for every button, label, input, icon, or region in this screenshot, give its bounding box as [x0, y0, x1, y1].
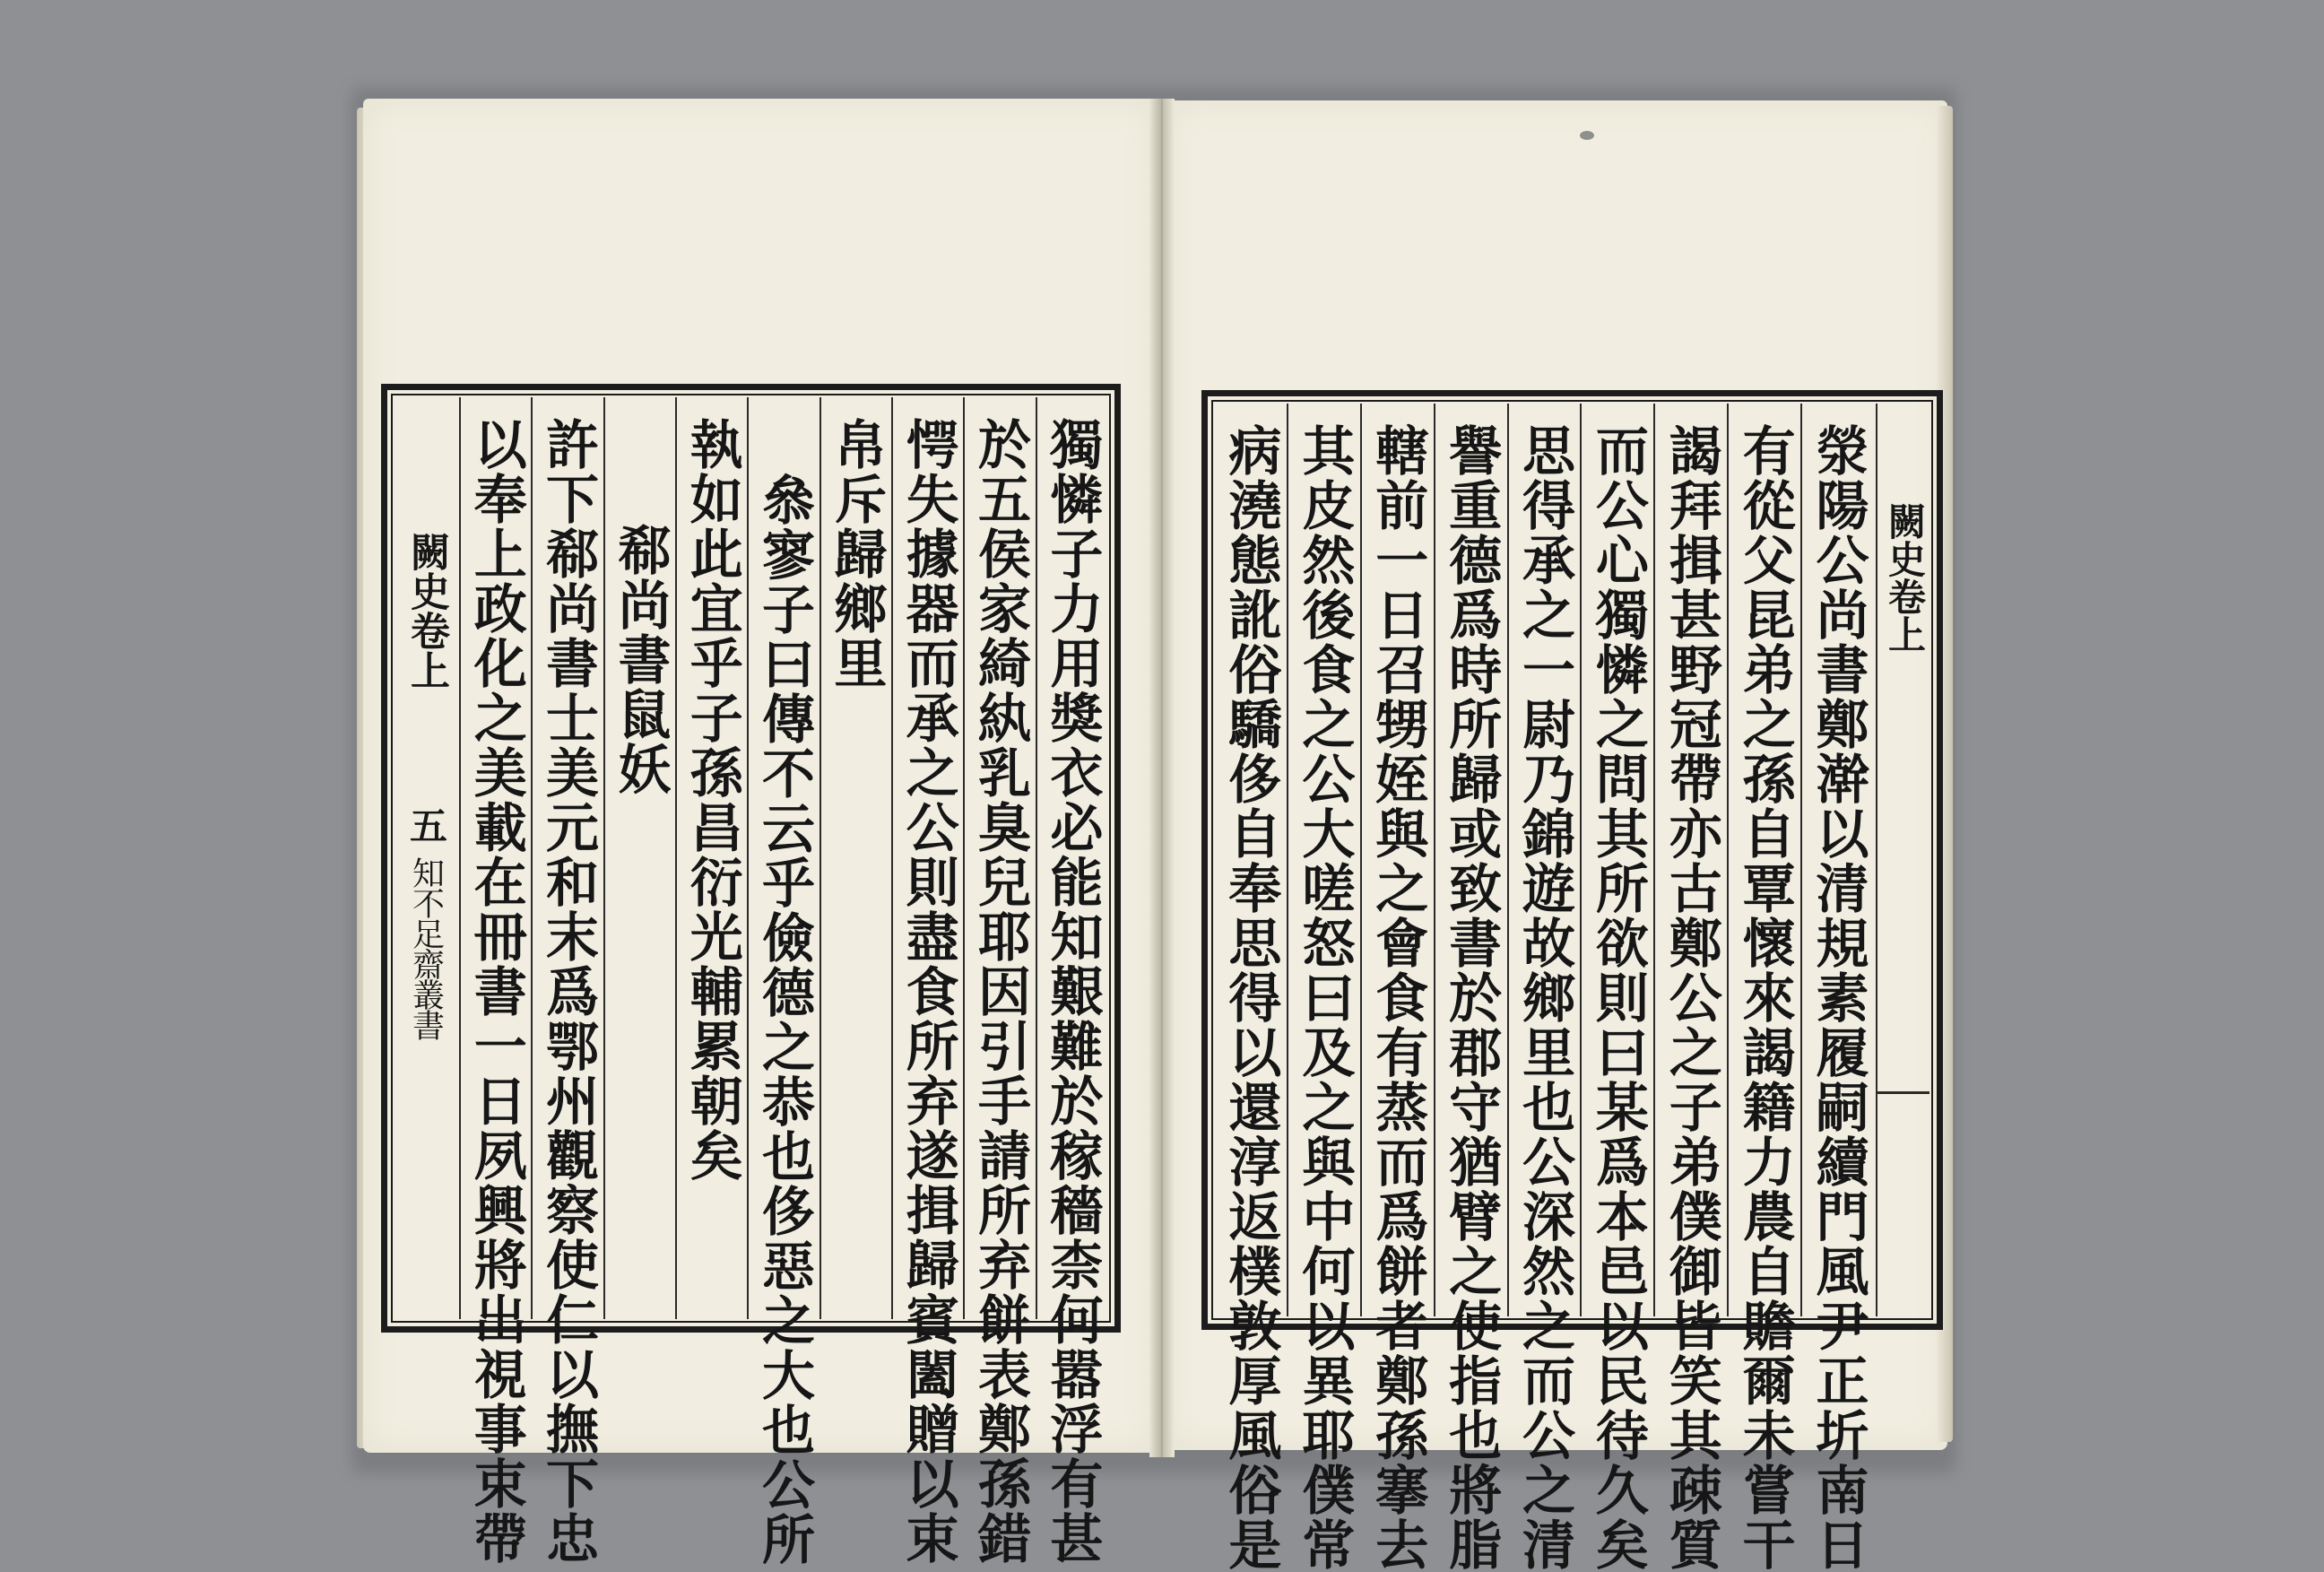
column-text: 轄前一日召甥姪與之會食有蒸而爲餅者鄭孫搴去 [1366, 423, 1429, 1572]
left-banxin [395, 397, 457, 1319]
column-text: 帛斥歸鄉里 [825, 417, 888, 690]
text-column [531, 397, 603, 1566]
left-text-frame [381, 384, 1121, 1567]
banxin-fish-tail [1877, 1091, 1929, 1094]
column-text: 思得承之一尉乃錦遊故鄉里也公深然之而公之清 [1513, 423, 1575, 1572]
column-text: 愕失據器而承之公則盡食所弃遂揖歸賓闔贈以束 [897, 417, 959, 1566]
column-text: 滎陽公尚書鄭澣以清規素履嗣續門風尹正圻南日 [1807, 423, 1869, 1572]
text-column [891, 397, 963, 1566]
column-text: 病澆態訛俗驕侈自奉思得以還淳返樸敦厚風俗是 [1219, 423, 1282, 1572]
publisher-imprint: 知不足齋叢書 [407, 856, 445, 1039]
text-column [603, 397, 675, 1319]
column-text: 叅寥子曰傳不云乎儉德之恭也侈惡之大也公所 [753, 473, 816, 1567]
right-text-frame [1201, 390, 1943, 1572]
text-column [1036, 397, 1107, 1566]
banxin-title: 闕史卷上 [1883, 502, 1927, 653]
text-column [461, 397, 531, 1566]
text-column [675, 397, 747, 1319]
column-text: 有從父昆弟之孫自覃懷來謁籍力農自贍爾未嘗干 [1733, 423, 1796, 1572]
column-text: 獨憐子力用獎衣必能知艱難於稼穡柰何嚣浮有甚 [1041, 417, 1104, 1566]
text-column [1653, 404, 1727, 1572]
right-banxin [1879, 404, 1929, 1316]
left-columns [461, 397, 1107, 1567]
column-text: 於五侯家綺紈乳臭兒耶因引手請所弃餅表鄭孫錯 [969, 417, 1031, 1566]
text-column [1507, 404, 1581, 1572]
column-text: 以奉上政化之美載在冊書一日夙興將出視事束帶 [464, 417, 527, 1566]
text-column [963, 397, 1035, 1566]
banxin-title: 闕史卷上 [403, 532, 449, 690]
text-column [819, 397, 891, 1319]
paper-spot [1580, 131, 1594, 140]
column-text: 謁拜揖甚野冠帶亦古鄭公之子弟僕御皆笑其疎質 [1660, 423, 1722, 1572]
text-column [1800, 404, 1874, 1572]
column-text: 而公心獨憐之問其所欲則曰某爲本邑以民待久矣 [1586, 423, 1649, 1572]
right-columns [1215, 404, 1874, 1572]
text-column [1215, 404, 1287, 1572]
column-text: 其皮然後食之公大嗟怒曰及之與中何以異耶僕常 [1293, 423, 1356, 1572]
text-column [1360, 404, 1434, 1572]
text-column [747, 397, 819, 1567]
banxin-rule [1876, 404, 1877, 1316]
text-column [1580, 404, 1653, 1572]
text-column [1727, 404, 1800, 1572]
text-column [1287, 404, 1360, 1572]
column-text: 執如此宜乎子孫昌衍光輔累朝矣 [681, 417, 743, 1183]
section-heading: 郗尚書鼠妖 [609, 523, 672, 796]
page-number: 五 [404, 806, 448, 844]
column-text: 許下郗尚書士美元和末爲鄂州觀察使仁以撫下忠 [537, 417, 600, 1566]
text-column [1434, 404, 1507, 1572]
book-gutter [1149, 99, 1175, 1457]
column-text: 譽重德爲時所歸或致書於郡守猶臂之使指也將脂 [1440, 423, 1503, 1572]
